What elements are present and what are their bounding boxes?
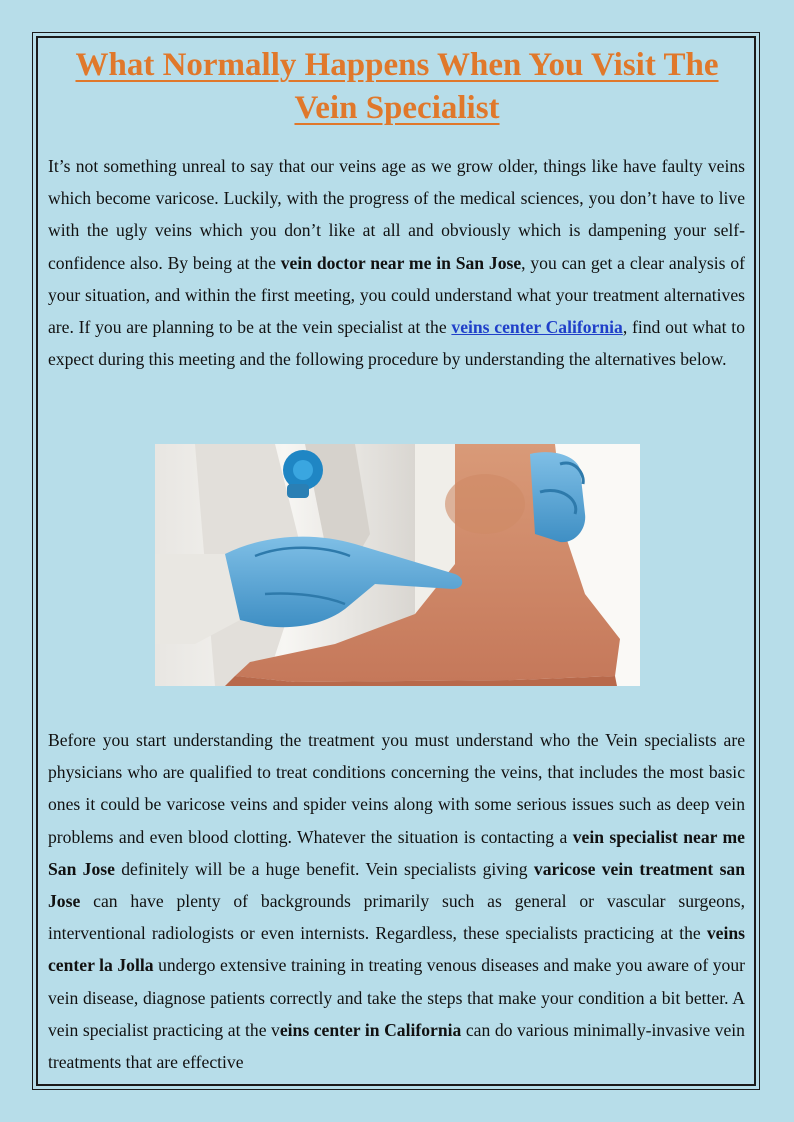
veins-center-california-link[interactable]: veins center California [451, 317, 623, 338]
text-run: It’s not something unreal to say that our veins age as we grow older, things like have faulty veins which become varicose. Luckily, with the progress of the medical sciences, you don’t have to live with the ugly veins which you don’t like at all and obviously which is dampening your self-confidence also. By being at the [48, 156, 745, 273]
text-run: undergo extensive training in treating venous diseases and make you aware of your vein disease, diagnose patients correctly and take the steps that make your condition a bit better. A vein specialist practicing at the v [48, 955, 745, 1040]
bold-keyword-la-jolla: veins center la Jolla [48, 923, 745, 976]
doctor-examining-foot-photo [155, 444, 640, 686]
bold-keyword-california: eins center in California [279, 1019, 462, 1040]
bold-keyword-vein-doctor: vein doctor near me in San Jose [280, 252, 522, 273]
text-run: , you can get a clear analysis of your situation, and within the first meeting, you could understand what your treatment alternatives are. If you are planning to be at the vein specialist at the [48, 252, 745, 338]
text-run: Before you start understanding the treatment you must understand who the Vein specialists are physicians who are qualified to treat conditions concerning the veins, that includes the most basic ones it could be varicose veins and spider veins along with some serious issues such as deep vein problems and even blood clotting. Whatever the situation is contacting a [48, 730, 745, 847]
photo-illustration [155, 444, 640, 686]
text-run: , find out what to expect during this meeting and the following procedure by understanding the alternatives below. [48, 317, 745, 370]
specialist-paragraph [48, 724, 745, 1078]
page-title: What Normally Happens When You Visit The Vein Specialist [75, 47, 719, 126]
text-run: can have plenty of backgrounds primarily such as general or vascular surgeons, interventional radiologists or even internists. Regardless, these specialists practicing at the [48, 891, 745, 944]
bold-keyword-varicose-treatment: varicose vein treatment san Jose [48, 858, 745, 912]
text-run: definitely will be a huge benefit. Vein specialists giving [114, 858, 534, 879]
intro-paragraph [48, 150, 745, 375]
text-run: can do various minimally-invasive vein treatments that are effective [48, 1019, 745, 1073]
bold-keyword-vein-specialist: vein specialist near me San Jose [48, 826, 745, 879]
